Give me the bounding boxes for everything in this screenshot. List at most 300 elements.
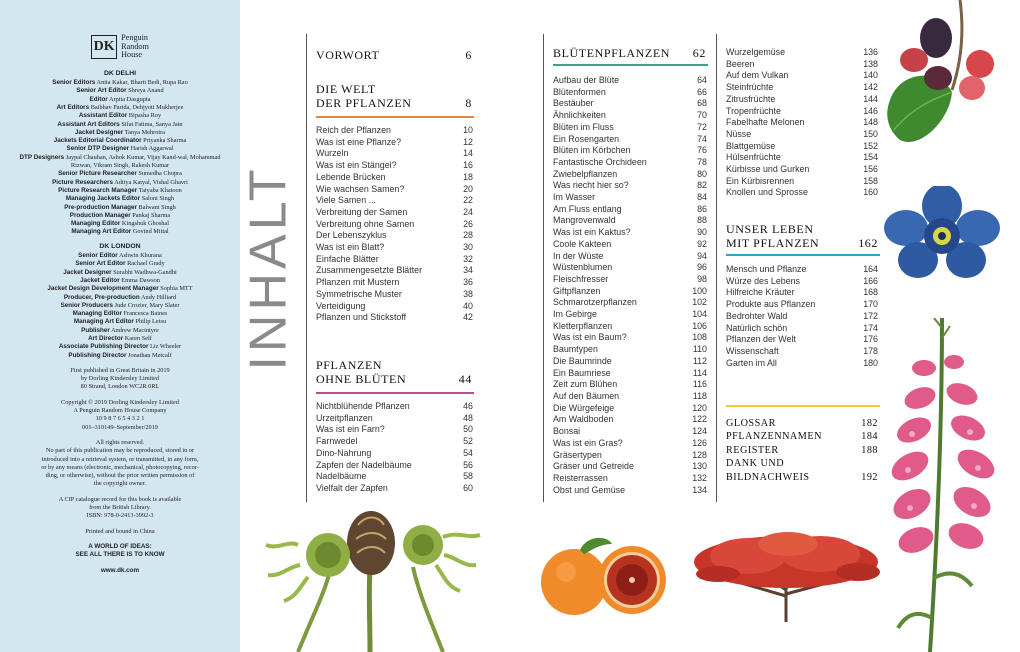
- toc-entry[interactable]: [726, 417, 878, 430]
- toc-entry-title: Hilfreiche Kräuter: [726, 287, 795, 298]
- toc-entry[interactable]: [316, 413, 473, 425]
- publisher-line: House: [121, 50, 143, 60]
- toc-entry-title: Aufbau der Blüte: [553, 75, 620, 85]
- credit-row: [12, 137, 228, 145]
- credit-role: Art Director: [88, 334, 124, 342]
- toc-entry[interactable]: [726, 457, 878, 470]
- toc-entry[interactable]: [316, 424, 473, 436]
- toc-entry[interactable]: [726, 152, 878, 164]
- credit-names: Shreya Anand: [128, 87, 164, 95]
- credit-role: Editor: [89, 95, 108, 103]
- toc-entry[interactable]: [316, 277, 473, 289]
- credit-role: Publishing Director: [68, 351, 127, 359]
- toc-entry[interactable]: [316, 312, 473, 324]
- toc-entry-page: 180: [863, 357, 878, 368]
- toc-entry-title: Farnwedel: [316, 436, 358, 447]
- toc-entry[interactable]: [553, 485, 707, 497]
- toc-entry[interactable]: [553, 157, 707, 169]
- toc-entry[interactable]: [553, 450, 707, 462]
- toc-entry-title: BILDNACHWEIS: [726, 471, 810, 483]
- credit-row: [12, 154, 228, 171]
- toc-section-vorwort[interactable]: [316, 48, 472, 62]
- credit-text-line: Copyright © 2019 Dorling Kindersley Limited: [61, 398, 179, 406]
- toc-entry[interactable]: [553, 332, 707, 344]
- toc-entry-title: Zitrusfrüchte: [726, 93, 776, 104]
- credit-text-line: A WORLD OF IDEAS:: [88, 542, 152, 550]
- mulberry-image: [880, 0, 1010, 160]
- toc-entry-page: 152: [863, 140, 878, 151]
- toc-entry-title: Am Fluss entlang: [553, 203, 622, 214]
- section-page: 62: [692, 46, 706, 60]
- toc-entry[interactable]: [316, 436, 473, 448]
- toc-entry-page: 154: [863, 152, 878, 163]
- toc-entry-page: 76: [697, 145, 707, 156]
- toc-entry-title: PFLANZENNAMEN: [726, 431, 822, 443]
- credit-role: Senior Editor: [78, 252, 118, 260]
- toc-entry-title: Kürbisse und Gurken: [726, 164, 810, 175]
- london-credits: [12, 252, 228, 360]
- toc-entry-title: Am Waldboden: [553, 414, 614, 425]
- toc-entry[interactable]: [553, 262, 707, 274]
- credit-role: Senior Art Editor: [76, 87, 127, 95]
- toc-entry[interactable]: [316, 483, 473, 495]
- toc-entry-page: 112: [692, 355, 707, 366]
- credit-role: Jacket Designer: [63, 268, 112, 276]
- toc-entry-title: Was ist ein Blatt?: [316, 242, 385, 253]
- toc-entry[interactable]: [316, 448, 473, 460]
- toc-section-ohne[interactable]: [316, 358, 472, 386]
- toc-entry-page: 50: [463, 424, 473, 435]
- toc-entry[interactable]: [316, 460, 473, 472]
- welt-color-rule: [316, 116, 474, 118]
- toc-entry-title: Was ist eine Pflanze?: [316, 136, 402, 147]
- printed-line: Printed and bound in China: [85, 527, 155, 535]
- toc-entry-title: Kletterpflanzen: [553, 320, 613, 331]
- credit-text-line: or by any means (electronic, mechanical, photocopying, recor-: [41, 463, 199, 471]
- toc-entry[interactable]: [316, 148, 473, 160]
- credit-row: [12, 145, 228, 153]
- toc-entry[interactable]: [553, 274, 707, 286]
- toc-entry-page: 126: [692, 437, 707, 448]
- credit-row: [12, 302, 228, 310]
- credit-names: Francesca Baines: [123, 310, 168, 318]
- toc-entry[interactable]: [726, 276, 878, 288]
- extra-color-rule: [726, 405, 880, 407]
- credit-row: [12, 96, 228, 104]
- toc-entry-page: 174: [863, 322, 878, 333]
- toc-entry[interactable]: [553, 169, 707, 181]
- credit-role: DTP Designers: [19, 153, 65, 161]
- section-title: VORWORT: [316, 48, 380, 62]
- credit-role: Assistant Art Editors: [57, 120, 120, 128]
- toc-entry[interactable]: [553, 309, 707, 321]
- toc-entry-page: 168: [863, 287, 878, 298]
- credit-row: [12, 195, 228, 203]
- toc-entry-page: 40: [463, 300, 473, 311]
- credit-role: Jackets Editorial Coordinator: [53, 137, 142, 145]
- toc-entry[interactable]: [553, 321, 707, 333]
- toc-entry[interactable]: [726, 264, 878, 276]
- section-page: 162: [858, 236, 878, 250]
- credit-text-line: the copyright owner.: [94, 480, 146, 488]
- toc-entry[interactable]: [726, 358, 878, 370]
- credit-names: Harish Aggarwal: [130, 145, 174, 153]
- toc-entry-title: Wurzeln: [316, 148, 349, 159]
- toc-entry-page: 38: [463, 288, 473, 299]
- credit-row: [12, 277, 228, 285]
- toc-entry-page: 128: [692, 449, 707, 460]
- toc-entry-title: Fleischfresser: [553, 273, 609, 284]
- credit-row: [12, 260, 228, 268]
- blood-orange-image: [540, 530, 670, 620]
- toc-entry-title: Reisterrassen: [553, 472, 608, 483]
- credit-names: Philip Letsu: [135, 318, 167, 326]
- credit-role: Managing Editor: [71, 220, 121, 228]
- credit-row: [12, 335, 228, 343]
- toc-entry[interactable]: [553, 204, 707, 216]
- toc-entry-page: 176: [863, 334, 878, 345]
- credit-role: Managing Editor: [72, 310, 122, 318]
- toc-entry-title: Tropenfrüchte: [726, 105, 781, 116]
- credit-row: [12, 170, 228, 178]
- toc-entry-title: Produkte aus Pflanzen: [726, 299, 816, 310]
- credit-role: Senior Editors: [52, 79, 96, 87]
- credit-role: Managing Jackets Editor: [65, 195, 141, 203]
- credit-names: Surabhi Wadhwa-Gandhi: [113, 268, 177, 276]
- toc-entry[interactable]: [553, 414, 707, 426]
- toc-entry-title: Wurzelgemüse: [726, 47, 786, 57]
- toc-entry[interactable]: [726, 299, 878, 311]
- credit-role: Jacket Design Development Manager: [47, 285, 159, 293]
- toc-entry[interactable]: [316, 184, 473, 196]
- toc-entry[interactable]: [553, 438, 707, 450]
- publisher-line: Penguin: [121, 33, 148, 42]
- credit-text-line: 80 Strand, London WC2R 0RL: [80, 383, 160, 391]
- section-title: BLÜTENPFLANZEN: [553, 46, 671, 60]
- ohne-color-rule: [316, 392, 474, 394]
- toc-entry[interactable]: [726, 444, 878, 457]
- credit-row: [12, 212, 228, 220]
- toc-entry[interactable]: [553, 368, 707, 380]
- toc-entry[interactable]: [553, 239, 707, 251]
- toc-entry-page: 88: [697, 215, 707, 226]
- toc-entry-page: 170: [863, 299, 878, 310]
- toc-entry-title: Ähnlichkeiten: [553, 110, 606, 121]
- credit-text-line: introduced into a retrieval system, or transmitted, in any form,: [41, 455, 199, 463]
- toc-entry[interactable]: [553, 98, 707, 110]
- toc-entry[interactable]: [316, 172, 473, 184]
- toc-entry-page: 42: [463, 312, 473, 323]
- toc-entry[interactable]: [726, 287, 878, 299]
- toc-entry[interactable]: [316, 137, 473, 149]
- toc-entry-page: 36: [463, 277, 473, 288]
- toc-entry[interactable]: [316, 289, 473, 301]
- first-published-block: [12, 367, 228, 392]
- toc-entry[interactable]: [316, 195, 473, 207]
- toc-entry[interactable]: [726, 323, 878, 335]
- column-1-divider: [306, 34, 307, 502]
- toc-entry-page: 104: [692, 309, 707, 320]
- toc-entry[interactable]: [553, 192, 707, 204]
- credit-text-line: First published in Great Britain in 2019: [70, 366, 170, 374]
- credit-row: [12, 285, 228, 293]
- credit-names: Aditya Katyal, Vishal Ghavri: [114, 178, 188, 186]
- toc-entry[interactable]: [726, 94, 878, 106]
- credit-row: [12, 187, 228, 195]
- toc-entry[interactable]: [316, 160, 473, 172]
- toc-entry-page: 24: [463, 206, 473, 217]
- toc-entry[interactable]: [553, 379, 707, 391]
- credit-names: Andy Hilliard: [141, 293, 177, 301]
- credit-names: Pankaj Sharma: [132, 211, 171, 219]
- toc-entry-page: 60: [463, 482, 473, 493]
- credit-row: [12, 104, 228, 112]
- toc-entry-page: 16: [463, 160, 473, 171]
- toc-entry-title: Der Lebenszyklus: [316, 230, 387, 241]
- leben-entries: [726, 264, 878, 369]
- toc-entry[interactable]: [316, 219, 473, 231]
- credit-role: Senior Art Editor: [75, 260, 126, 268]
- toc-entry-page: 18: [463, 171, 473, 182]
- toc-entry-page: 80: [697, 168, 707, 179]
- credit-row: [12, 129, 228, 137]
- credit-text-line: A CIP catalogue record for this book is available: [58, 495, 182, 503]
- credit-role: Picture Research Manager: [58, 186, 138, 194]
- toc-entry[interactable]: [553, 110, 707, 122]
- column-3-divider: [716, 34, 717, 502]
- toc-entry[interactable]: [726, 430, 878, 443]
- toc-entry[interactable]: [316, 471, 473, 483]
- toc-entry-title: Wie wachsen Samen?: [316, 183, 405, 194]
- credits-panel: [0, 0, 240, 652]
- toc-entry-page: 124: [692, 426, 707, 437]
- inhalt-heading-container: [238, 148, 300, 388]
- credit-text-line: by Dorling Kindersley Limited: [80, 375, 160, 383]
- toc-entry-title: Ein Baumriese: [553, 367, 611, 378]
- toc-entry-page: 146: [863, 105, 878, 116]
- toc-entry-title: Pflanzen der Welt: [726, 334, 796, 345]
- toc-entry[interactable]: [726, 471, 878, 484]
- toc-entry-title: Was ist ein Baum?: [553, 332, 627, 343]
- toc-entry[interactable]: [726, 129, 878, 141]
- leben-color-rule: [726, 254, 880, 256]
- credit-names: Govind Mittal: [132, 228, 169, 236]
- toc-entry-title: Reich der Pflanzen: [316, 125, 391, 135]
- toc-entry[interactable]: [553, 180, 707, 192]
- toc-entry-title: REGISTER: [726, 444, 779, 456]
- toc-entry-page: 32: [463, 253, 473, 264]
- toc-entry[interactable]: [553, 297, 707, 309]
- toc-entry-page: 156: [863, 164, 878, 175]
- section-page: 44: [458, 372, 472, 386]
- toc-entry-title: Nichtblühende Pflanzen: [316, 401, 410, 411]
- credit-row: [12, 352, 228, 360]
- credit-role: Associate Publishing Director: [58, 343, 149, 351]
- toc-entry-title: Die Baumrinde: [553, 355, 612, 366]
- toc-entry[interactable]: [316, 301, 473, 313]
- toc-entry[interactable]: [316, 265, 473, 277]
- credit-role: Senior Picture Researcher: [58, 170, 137, 178]
- toc-entry-title: Was ist ein Stängel?: [316, 160, 397, 171]
- toc-entry-title: Pflanzen und Stickstoff: [316, 312, 407, 323]
- credit-text-line: SEE ALL THERE IS TO KNOW: [75, 551, 165, 559]
- world-of-ideas: [12, 543, 228, 560]
- toc-entry[interactable]: [726, 82, 878, 94]
- dk-logo-mark: DK: [91, 35, 117, 59]
- toc-entry-page: 184: [861, 431, 878, 443]
- toc-entry-page: 120: [692, 402, 707, 413]
- toc-entry-title: Bedrohter Wald: [726, 310, 788, 321]
- toc-entry[interactable]: [726, 117, 878, 129]
- toc-entry-page: 22: [463, 195, 473, 206]
- toc-entry-page: 134: [692, 484, 707, 495]
- delhi-credits: [12, 79, 228, 237]
- section-page: 6: [465, 48, 472, 62]
- toc-entry-title: Beeren: [726, 58, 755, 69]
- toc-entry-title: Verbreitung ohne Samen: [316, 218, 415, 229]
- credit-text-line: All rights reserved.: [95, 438, 145, 446]
- toc-section-bluten[interactable]: [553, 46, 706, 60]
- toc-entry-title: Was riecht hier so?: [553, 180, 629, 191]
- credit-row: [12, 228, 228, 236]
- credit-names: Baibhav Parida, Debjyoti Mukherjee: [90, 103, 184, 111]
- toc-entry[interactable]: [553, 122, 707, 134]
- toc-entry[interactable]: [553, 145, 707, 157]
- toc-entry[interactable]: [553, 286, 707, 298]
- toc-entry[interactable]: [316, 230, 473, 242]
- toc-entry-page: 70: [697, 110, 707, 121]
- credit-names: Jonathan Metcalf: [128, 351, 172, 359]
- toc-entry[interactable]: [726, 106, 878, 118]
- toc-entry-title: Gräser und Getreide: [553, 461, 634, 472]
- toc-entry-page: 72: [697, 121, 707, 132]
- credit-names: Saloni Singh: [141, 195, 175, 203]
- toc-entry-page: 12: [463, 136, 473, 147]
- toc-entry[interactable]: [726, 164, 878, 176]
- toc-entry-page: 132: [692, 472, 707, 483]
- toc-entry-page: 46: [463, 401, 473, 411]
- toc-entry-page: 96: [697, 262, 707, 273]
- toc-entry-page: 20: [463, 183, 473, 194]
- credit-role: Art Editors: [56, 103, 90, 111]
- column-2-divider: [543, 34, 544, 502]
- toc-entry[interactable]: [726, 47, 878, 59]
- credit-names: Arpita Dasgupta: [108, 95, 151, 103]
- toc-entry-title: In der Wüste: [553, 250, 604, 261]
- toc-entry-page: 90: [697, 227, 707, 238]
- toc-entry-title: Zusammengesetzte Blätter: [316, 265, 423, 276]
- toc-entry[interactable]: [553, 356, 707, 368]
- toc-entry[interactable]: [553, 403, 707, 415]
- toc-entry-title: Wüstenblumen: [553, 262, 613, 273]
- ohne-entries: [316, 401, 473, 495]
- credit-names: Karen Self: [124, 334, 152, 342]
- credit-role: Publisher: [81, 326, 110, 334]
- toc-section-welt[interactable]: [316, 82, 472, 110]
- toc-entry-title: Was ist ein Farn?: [316, 424, 385, 435]
- toc-entry-page: 150: [863, 128, 878, 139]
- credit-role: Jacket Designer: [74, 128, 124, 136]
- toc-entry[interactable]: [553, 473, 707, 485]
- credit-row: [12, 87, 228, 95]
- toc-entry[interactable]: [553, 344, 707, 356]
- toc-entry[interactable]: [726, 334, 878, 346]
- toc-entry-title: Obst und Gemüse: [553, 484, 626, 495]
- toc-entry[interactable]: [726, 311, 878, 323]
- toc-entry-page: 10: [463, 125, 473, 135]
- toc-entry-title: Pflanzen mit Mustern: [316, 277, 400, 288]
- toc-entry-title: Natürlich schön: [726, 322, 788, 333]
- rights-block: [12, 439, 228, 489]
- toc-entry[interactable]: [553, 87, 707, 99]
- bluten-cont-entries: [726, 47, 878, 199]
- credit-text-line: A Penguin Random House Company: [73, 407, 167, 415]
- flame-tree-image: [688, 530, 884, 622]
- toc-entry-title: Verbreitung der Samen: [316, 206, 408, 217]
- cip-block: [12, 496, 228, 521]
- toc-entry[interactable]: [726, 346, 878, 358]
- toc-entry[interactable]: [553, 75, 707, 87]
- credit-row: [12, 112, 228, 120]
- toc-entry-page: 166: [863, 275, 878, 286]
- toc-entry[interactable]: [316, 401, 473, 413]
- toc-entry[interactable]: [316, 207, 473, 219]
- toc-entry-page: 188: [861, 444, 878, 456]
- toc-entry[interactable]: [726, 70, 878, 82]
- toc-entry-page: 34: [463, 265, 473, 276]
- toc-entry-title: Blüten im Fluss: [553, 121, 614, 132]
- toc-entry[interactable]: [726, 187, 878, 199]
- toc-section-leben[interactable]: [726, 222, 878, 250]
- toc-entry-title: Wissenschaft: [726, 345, 779, 356]
- toc-entry-title: Symmetrische Muster: [316, 288, 402, 299]
- welt-entries: [316, 125, 473, 324]
- credit-row: [12, 294, 228, 302]
- toc-entry-page: 148: [863, 117, 878, 128]
- toc-entry-title: DANK UND: [726, 458, 785, 470]
- toc-entry-page: 192: [861, 471, 878, 483]
- toc-entry-page: 116: [692, 379, 707, 390]
- toc-entry-title: Verteidigung: [316, 300, 366, 311]
- toc-entry[interactable]: [726, 141, 878, 153]
- credit-names: Rachael Grady: [127, 260, 165, 268]
- toc-entry-title: Knollen und Sprosse: [726, 187, 808, 198]
- toc-entry[interactable]: [316, 242, 473, 254]
- toc-entry-title: Was ist ein Kaktus?: [553, 227, 631, 238]
- toc-entry-title: Im Gebirge: [553, 309, 597, 320]
- toc-entry[interactable]: [553, 227, 707, 239]
- credit-names: Tanya Mehrotra: [124, 128, 166, 136]
- toc-entry-title: Einfache Blätter: [316, 253, 379, 264]
- toc-entry[interactable]: [553, 134, 707, 146]
- credit-row: [12, 310, 228, 318]
- credit-names: Anita Kakar, Bharti Bedi, Rupa Rao: [96, 79, 188, 87]
- toc-entry[interactable]: [553, 215, 707, 227]
- toc-entry[interactable]: [553, 461, 707, 473]
- toc-entry-page: 26: [463, 218, 473, 229]
- publisher-name: [121, 34, 149, 60]
- toc-entry[interactable]: [316, 125, 473, 137]
- credit-role: Pre-production Manager: [64, 203, 137, 211]
- toc-entry[interactable]: [553, 251, 707, 263]
- toc-entry[interactable]: [726, 176, 878, 188]
- toc-entry[interactable]: [553, 426, 707, 438]
- toc-entry-page: 78: [697, 156, 707, 167]
- toc-entry[interactable]: [316, 254, 473, 266]
- website-link[interactable]: www.dk.com: [100, 566, 140, 574]
- toc-entry[interactable]: [726, 59, 878, 71]
- toc-entry[interactable]: [553, 391, 707, 403]
